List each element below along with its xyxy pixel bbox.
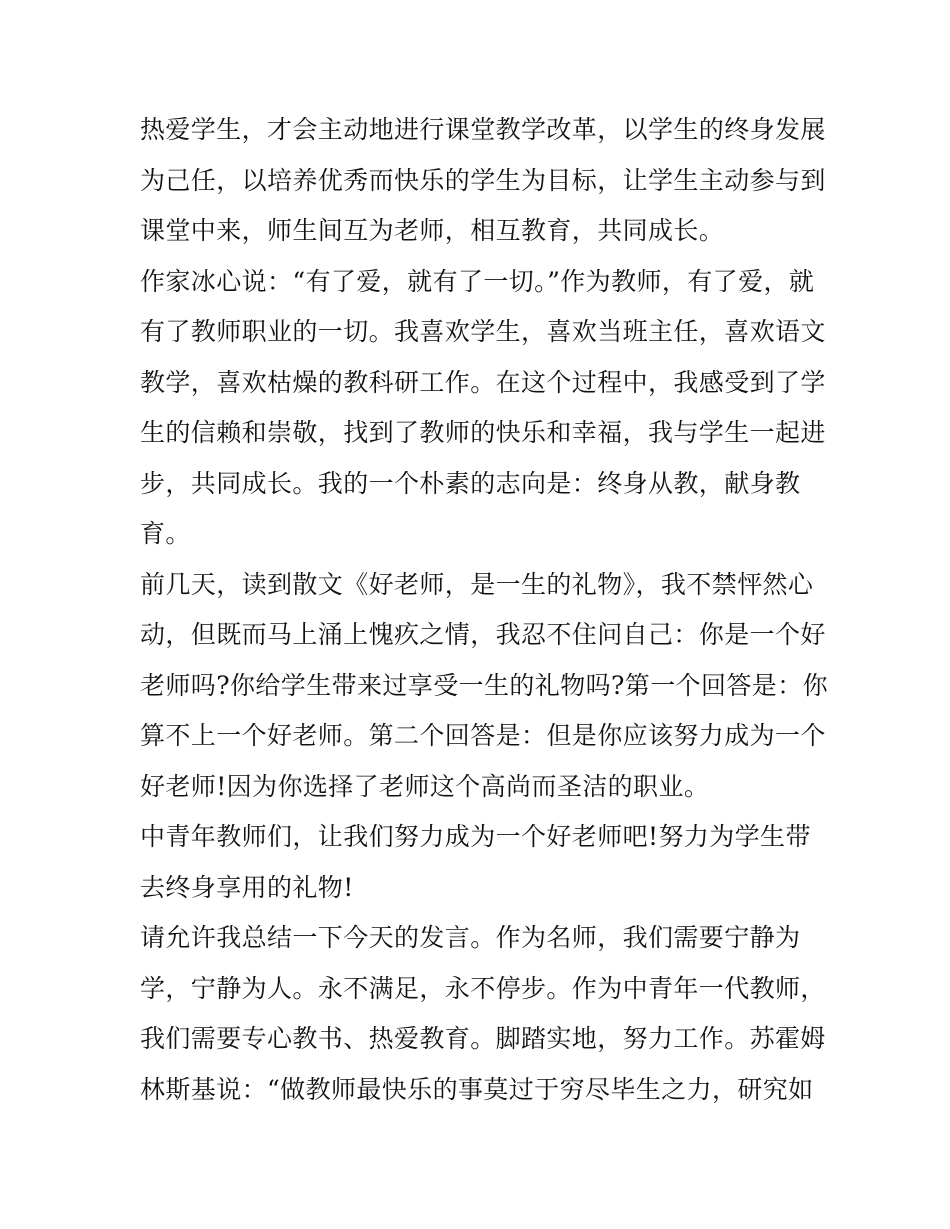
text-line: 我们需要专心教书、热爱教育。脚踏实地，努力工作。苏霍姆 — [140, 1024, 826, 1053]
text-line: 去终身享用的礼物! — [140, 872, 354, 902]
text-line: 算不上一个好老师。第二个回答是：但是你应该努力成为一个 — [140, 721, 826, 750]
text-line: 林斯基说：“做教师最快乐的事莫过于穷尽毕生之力，研究如 — [140, 1074, 814, 1104]
text-line: 好老师!因为你选择了老师这个高尚而圣洁的职业。 — [140, 771, 710, 801]
text-line: 为己任，以培养优秀而快乐的学生为目标，让学生主动参与到 — [140, 165, 826, 195]
text-line: 育。 — [140, 519, 191, 548]
text-line: 老师吗?你给学生带来过享受一生的礼物吗?第一个回答是：你 — [140, 670, 829, 700]
text-line: 中青年教师们，让我们努力成为一个好老师吧!努力为学生带 — [140, 822, 811, 851]
text-line: 请允许我总结一下今天的发言。作为名师，我们需要宁静为 — [140, 923, 801, 952]
document-body — [140, 105, 829, 1115]
text-line: 教学，喜欢枯燥的教科研工作。在这个过程中，我感受到了学 — [140, 367, 826, 397]
text-line: 学，宁静为人。永不满足，永不停步。作为中青年一代教师， — [140, 973, 826, 1003]
text-line: 动，但既而马上涌上愧疚之情，我忍不住问自己：你是一个好 — [140, 620, 826, 649]
text-line: 作家冰心说：“有了爱，就有了一切。”作为教师，有了爱，就 — [140, 266, 815, 296]
text-line: 生的信赖和崇敬，找到了教师的快乐和幸福，我与学生一起进 — [140, 418, 826, 447]
text-line: 步，共同成长。我的一个朴素的志向是：终身从教，献身教 — [140, 468, 801, 498]
text-line: 有了教师职业的一切。我喜欢学生，喜欢当班主任，喜欢语文 — [140, 317, 826, 346]
text-line: 课堂中来，师生间互为老师，相互教育，共同成长。 — [140, 216, 725, 245]
text-line: 热爱学生，才会主动地进行课堂教学改革，以学生的终身发展 — [140, 115, 826, 144]
text-line: 前几天，读到散文《好老师，是一生的礼物》，我不禁怦然心 — [140, 569, 814, 599]
